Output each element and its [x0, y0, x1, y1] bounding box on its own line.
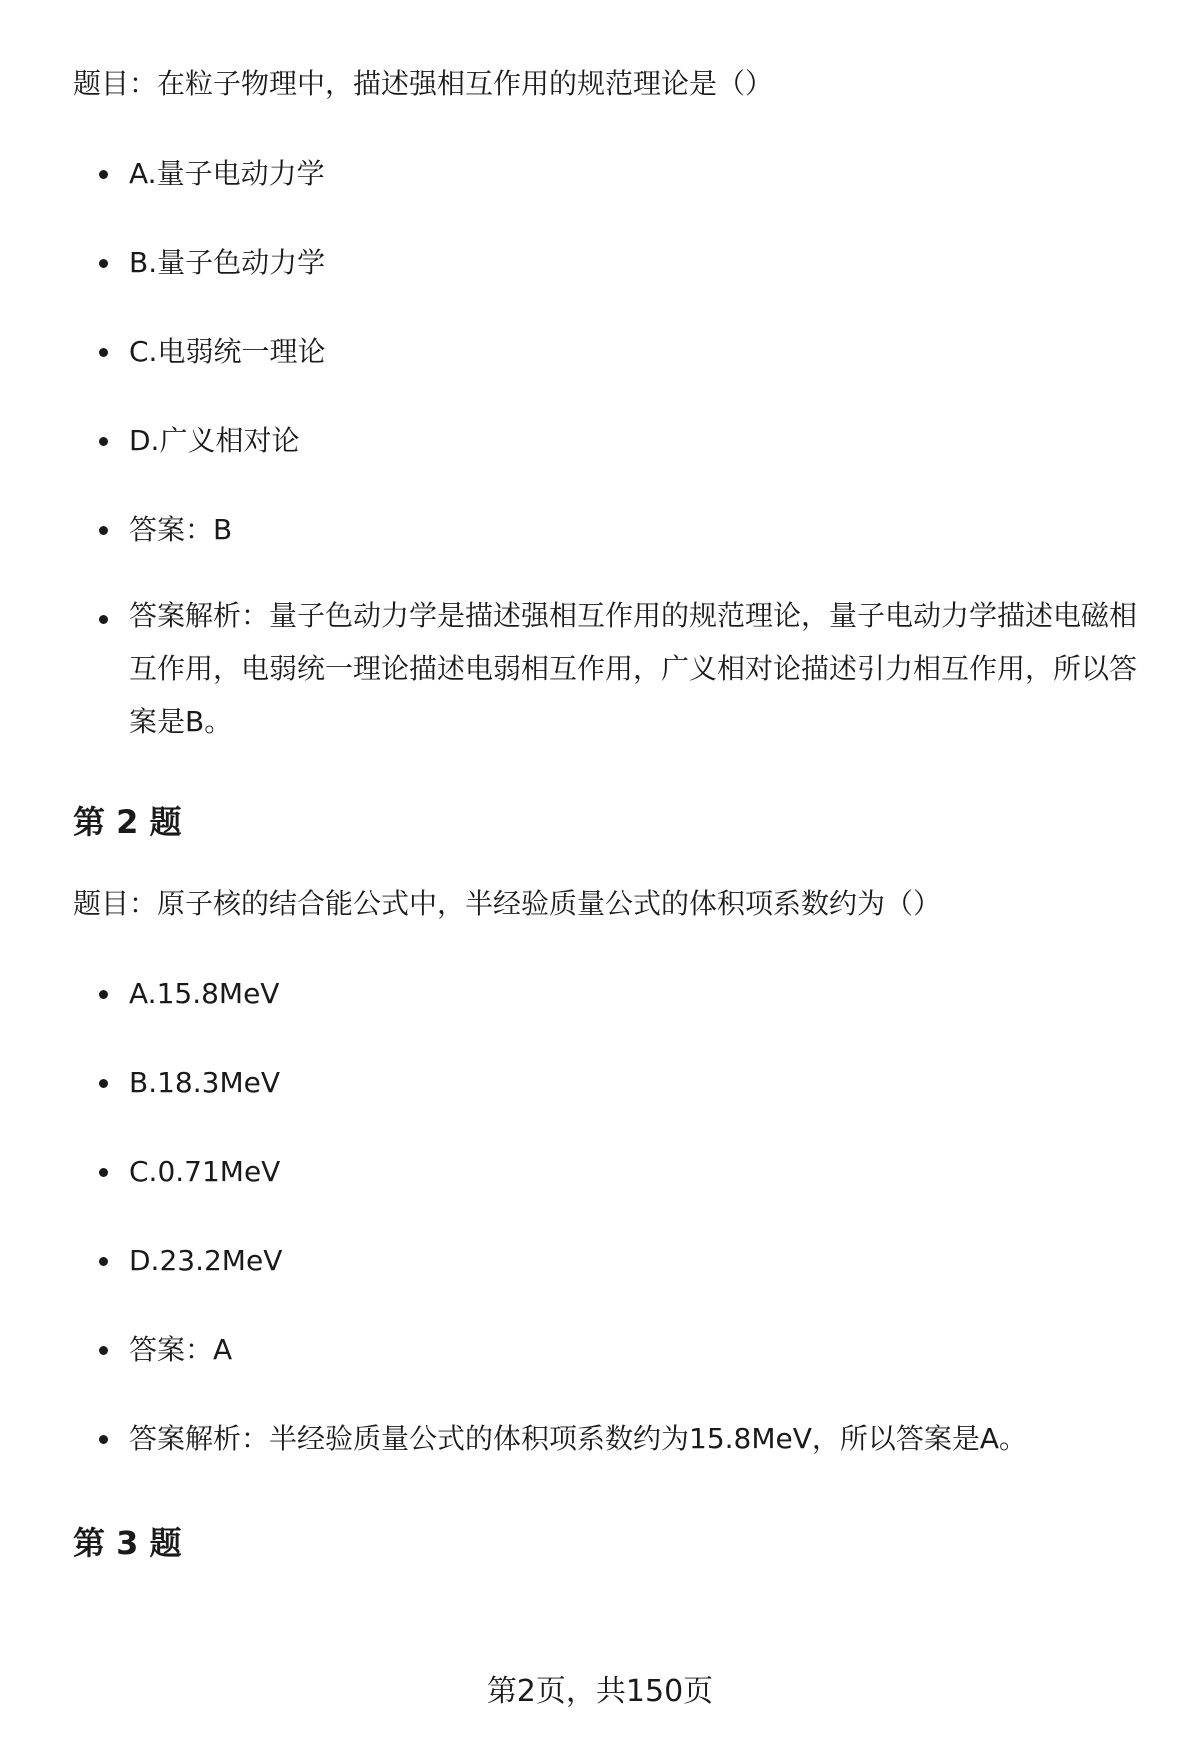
- answer: 答案：A: [73, 1320, 1153, 1380]
- question-heading: 第 2 题: [73, 803, 182, 841]
- page-indicator: 第2页，共150页: [486, 1674, 714, 1709]
- option-c: C.电弱统一理论: [73, 322, 1153, 382]
- question-1: [73, 64, 1153, 748]
- option-c: C.0.71MeV: [73, 1142, 1153, 1202]
- option-b: B.18.3MeV: [73, 1053, 1153, 1113]
- option-a: A.15.8MeV: [73, 964, 1153, 1024]
- option-list: [73, 144, 1153, 748]
- option-b: B.量子色动力学: [73, 233, 1153, 293]
- answer-explanation: 答案解析：量子色动力学是描述强相互作用的规范理论，量子电动力学描述电磁相互作用，电弱统一理论描述电弱相互作用，广义相对论描述引力相互作用，所以答案是B。: [73, 589, 1153, 748]
- answer-explanation: 答案解析：半经验质量公式的体积项系数约为15.8MeV，所以答案是A。: [73, 1409, 1153, 1469]
- question-heading: 第 3 题: [73, 1524, 182, 1562]
- question-2: [73, 800, 1153, 1469]
- question-text: 题目：在粒子物理中，描述强相互作用的规范理论是（）: [73, 67, 774, 100]
- option-d: D.23.2MeV: [73, 1231, 1153, 1291]
- answer: 答案：B: [73, 500, 1153, 560]
- question-3: [73, 1521, 1153, 1565]
- option-d: D.广义相对论: [73, 411, 1153, 471]
- option-list: [73, 964, 1153, 1469]
- question-text: 题目：原子核的结合能公式中，半经验质量公式的体积项系数约为（）: [73, 887, 942, 920]
- page-content: [73, 64, 1153, 1605]
- option-a: A.量子电动力学: [73, 144, 1153, 204]
